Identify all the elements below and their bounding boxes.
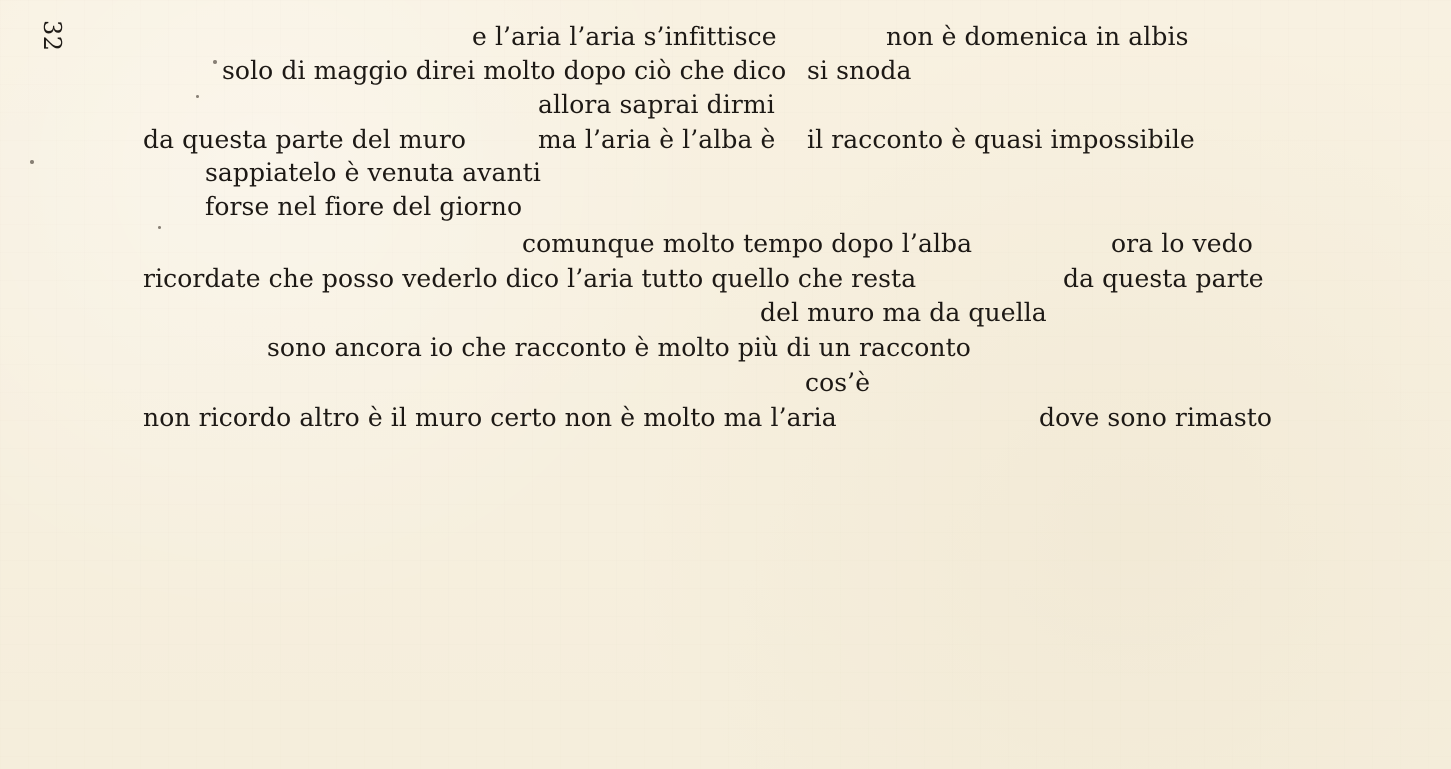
poem-line: solo di maggio direi molto dopo ciò che dico <box>222 56 787 85</box>
poem-line: forse nel fiore del giorno <box>205 192 523 221</box>
poem-line: ma l’aria è l’alba è <box>538 125 776 154</box>
poem-line: allora saprai dirmi <box>538 90 775 119</box>
poem-line: il racconto è quasi impossibile <box>807 125 1195 154</box>
poem-line: del muro ma da quella <box>760 298 1047 327</box>
page-number: 32 <box>38 20 66 52</box>
poem-line: sono ancora io che racconto è molto più di un racconto <box>267 333 971 362</box>
poem-line: sappiatelo è venuta avanti <box>205 158 541 187</box>
poem-line: da questa parte del muro <box>143 125 467 154</box>
poem-line: cos’è <box>805 368 871 397</box>
paper-speck <box>158 226 161 229</box>
poem-line: e l’aria l’aria s’infittisce <box>472 22 777 51</box>
paper-speck <box>196 95 199 98</box>
poem-line: dove sono rimasto <box>1039 403 1273 432</box>
poem-line: non è domenica in albis <box>886 22 1189 51</box>
poem-line: si snoda <box>807 56 912 85</box>
poem-line: da questa parte <box>1063 264 1264 293</box>
poem-line: comunque molto tempo dopo l’alba <box>522 229 973 258</box>
poem-line: non ricordo altro è il muro certo non è molto ma l’aria <box>143 403 837 432</box>
poem-line: ricordate che posso vederlo dico l’aria tutto quello che resta <box>143 264 917 293</box>
poem-line: ora lo vedo <box>1111 229 1253 258</box>
paper-speck <box>213 60 217 64</box>
paper-speck <box>30 160 34 164</box>
